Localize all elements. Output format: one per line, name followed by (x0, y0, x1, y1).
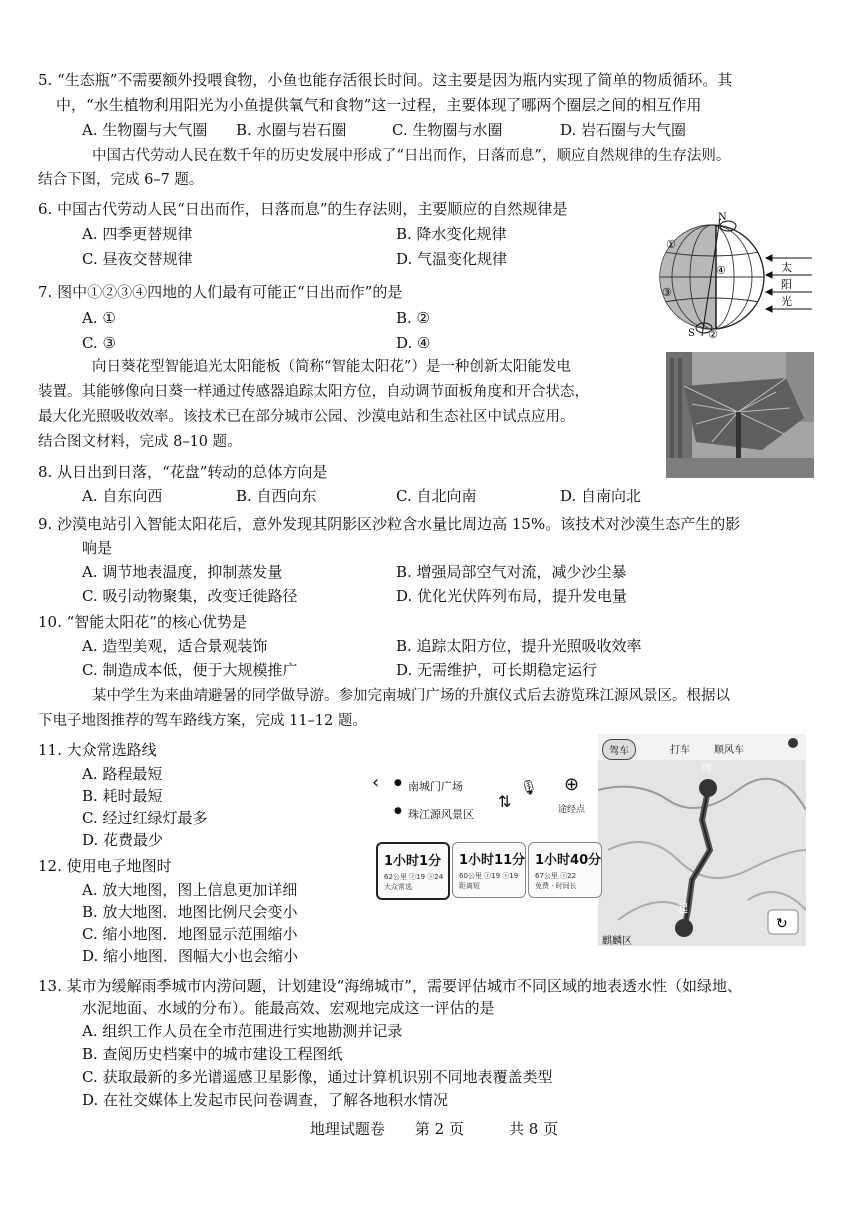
navigation-app-screenshot (372, 734, 808, 946)
q7-stem: 7. 图中①②③④四地的人们最有可能正“日出而作”的是 (38, 283, 403, 301)
q5-option-a: A. 生物圈与大气圈 (82, 121, 208, 139)
q8-stem: 8. 从日出到日落，“花盘”转动的总体方向是 (38, 463, 328, 481)
notification-dot-icon (788, 738, 798, 748)
north-label: N (718, 212, 727, 223)
q12-option-d: D. 缩小地图．图幅大小也会缩小 (82, 947, 299, 965)
add-waypoint-icon[interactable]: ⊕ (564, 774, 580, 795)
intro-8-10-line3: 最大化光照吸收效率。该技术已在部分城市公园、沙漠电站和生态社区中试点应用。 (38, 409, 575, 425)
route-card-3[interactable] (528, 842, 602, 898)
q10-option-d: D. 无需维护，可长期稳定运行 (396, 661, 598, 679)
q9-option-d: D. 优化光伏阵列布局，提升发电量 (396, 587, 628, 605)
sunlight-label-3: 光 (781, 295, 792, 308)
intro-8-10-line2: 装置。其能够像向日葵一样通过传感器追踪太阳方位，自动调节面板角度和开合状态， (38, 384, 589, 400)
q7-option-c: C. ③ (82, 334, 116, 352)
q13-option-a: A. 组织工作人员在全市范围进行实地勘测并记录 (82, 1022, 403, 1040)
q6-option-c: C. 昼夜交替规律 (82, 250, 193, 268)
intro-8-10-line1: 向日葵花型智能追光太阳能板（简称“智能太阳花”）是一种创新太阳能发电 (92, 359, 571, 375)
q10-option-c: C. 制造成本低，便于大规模推广 (82, 661, 298, 679)
q5-option-d: D. 岩石圈与大气圈 (560, 121, 687, 139)
q6-option-b: B. 降水变化规律 (396, 225, 507, 243)
q9-option-a: A. 调节地表温度，抑制蒸发量 (82, 563, 283, 581)
tab-taxi[interactable]: 打车 (670, 745, 690, 756)
south-label: S (688, 328, 695, 339)
q13-option-d: D. 在社交媒体上发起市民问卷调查，了解各地积水情况 (82, 1091, 449, 1109)
district-label: 麒麟区 (602, 936, 632, 946)
q9-option-c: C. 吸引动物聚集，改变迁徙路径 (82, 587, 298, 605)
route-2-tag: 距离短 (459, 882, 480, 890)
start-marker: 起 (677, 902, 688, 915)
point-2-label: ② (708, 328, 718, 341)
intro-6-7-line1: 中国古代劳动人民在数千年的历史发展中形成了“日出而作，日落而息”，顺应自然规律的生存法则。 (92, 148, 731, 164)
sunlight-label-1: 太 (781, 261, 792, 274)
route-card-2[interactable] (452, 842, 526, 898)
q8-option-d: D. 自南向北 (560, 487, 642, 505)
q12-option-a: A. 放大地图，图上信息更加详细 (82, 881, 298, 899)
q11-stem: 11. 大众常选路线 (38, 741, 157, 759)
q6-stem: 6. 中国古代劳动人民“日出而作，日落而息”的生存法则，主要顺应的自然规律是 (38, 200, 568, 218)
q12-option-b: B. 放大地图．地图比例尺会变小 (82, 903, 298, 921)
q11-option-a: A. 路程最短 (82, 765, 163, 783)
q13-option-c: C. 获取最新的多光谱遥感卫星影像，通过计算机识别不同地表覆盖类型 (82, 1068, 553, 1086)
q5-option-c: C. 生物圈与水圈 (392, 121, 503, 139)
q6-option-d: D. 气温变化规律 (396, 250, 508, 268)
q5-option-b: B. 水圈与岩石圈 (236, 121, 347, 139)
back-arrow-icon[interactable]: ‹ (372, 772, 380, 793)
origin-field[interactable]: 南城门广场 (408, 780, 463, 793)
intro-6-7-line2: 结合下图，完成 6–7 题。 (38, 172, 204, 188)
tab-ride-share[interactable]: 顺风车 (714, 745, 744, 756)
q9-stem-line2: 响是 (82, 539, 113, 557)
end-marker: 终 (701, 762, 712, 775)
q13-stem-line2: 水泥地面、水域的分布）。能最高效、宏观地完成这一评估的是 (82, 999, 495, 1017)
point-4-label: ④ (716, 264, 726, 277)
q13-stem-line1: 13. 某市为缓解雨季城市内涝问题，计划建设“海绵城市”，需要评估城市不同区域的地表透水性（如绿地、 (38, 977, 742, 995)
q10-option-a: A. 造型美观，适合景观装饰 (82, 637, 268, 655)
point-1-label: ① (666, 238, 676, 251)
q8-option-c: C. 自北向南 (396, 487, 477, 505)
q7-option-a: A. ① (82, 309, 116, 327)
page-footer: 地理试题卷 第 2 页 共 8 页 (309, 1120, 559, 1138)
q13-option-b: B. 查阅历史档案中的城市建设工程图纸 (82, 1045, 343, 1063)
q12-option-c: C. 缩小地图．地图显示范围缩小 (82, 925, 298, 943)
to-dot-icon: ● (394, 806, 402, 816)
point-3-label: ③ (662, 286, 672, 299)
destination-field[interactable]: 珠江源风景区 (408, 808, 474, 821)
day-night-globe-figure (654, 212, 814, 342)
smart-sunflower-photo (666, 352, 814, 478)
q11-option-d: D. 花费最少 (82, 831, 164, 849)
route-1-tag: 大众常选 (384, 883, 412, 891)
q6-option-a: A. 四季更替规律 (82, 225, 193, 243)
route-1-time: 1小时1分 (384, 854, 442, 869)
q7-option-b: B. ② (396, 309, 431, 327)
route-2-time: 1小时11分 (459, 853, 526, 868)
transport-tabs (598, 734, 806, 760)
svg-text:↻: ↻ (776, 916, 788, 932)
route-3-tag: 免费 · 时间长 (535, 882, 577, 890)
route-3-detail: 67公里 ⓡ22 (535, 872, 577, 880)
q5-stem-line1: 5. “生态瓶”不需要额外投喂食物，小鱼也能存活很长时间。这主要是因为瓶内实现了简单的物质循环。其 (38, 71, 733, 89)
q8-option-a: A. 自东向西 (82, 487, 163, 505)
q8-option-b: B. 自西向东 (236, 487, 317, 505)
q11-option-c: C. 经过红绿灯最多 (82, 809, 208, 827)
swap-icon[interactable]: ⇅ (498, 792, 512, 811)
q10-option-b: B. 追踪太阳方位，提升光照吸收效率 (396, 637, 642, 655)
route-card-1[interactable] (376, 842, 450, 900)
intro-11-12-line1: 某中学生为来曲靖避暑的同学做导游。参加完南城门广场的升旗仪式后去游览珠江源风景区。根据以 (92, 688, 730, 704)
intro-11-12-line2: 下电子地图推荐的驾车路线方案，完成 11–12 题。 (38, 713, 367, 729)
route-2-detail: 60公里 ⓡ19 ⓢ19 (459, 872, 519, 880)
q5-stem-line2: 中，“水生植物利用阳光为小鱼提供氧气和食物”这一过程，主要体现了哪两个圈层之间的相互作用 (56, 96, 702, 114)
intro-8-10-line4: 结合图文材料，完成 8–10 题。 (38, 434, 242, 450)
q12-stem: 12. 使用电子地图时 (38, 857, 172, 875)
route-1-detail: 62公里 ⓡ19 ⓢ24 (384, 873, 444, 881)
q11-option-b: B. 耗时最短 (82, 787, 163, 805)
sunlight-label-2: 阳 (781, 278, 792, 291)
voice-assistant-icon[interactable]: 🎙 (520, 780, 538, 796)
map-view (598, 760, 806, 946)
q10-stem: 10. “智能太阳花”的核心优势是 (38, 613, 247, 631)
q9-option-b: B. 增强局部空气对流，减少沙尘暴 (396, 563, 627, 581)
route-3-time: 1小时40分 (535, 853, 602, 868)
waypoint-label: 途经点 (558, 805, 586, 815)
q9-stem-line1: 9. 沙漠电站引入智能太阳花后，意外发现其阴影区沙粒含水量比周边高 15%。该技术对沙漠生态产生的影 (38, 515, 741, 533)
from-dot-icon: ● (394, 778, 402, 788)
q7-option-d: D. ④ (396, 334, 431, 352)
tab-drive[interactable]: 驾车 (602, 739, 636, 760)
